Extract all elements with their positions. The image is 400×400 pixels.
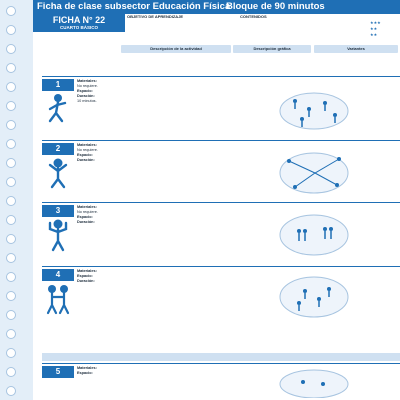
binder-hole-icon xyxy=(6,63,16,73)
activity-illustration-icon xyxy=(275,269,353,321)
materials-label: Materiales: xyxy=(77,269,97,273)
column-header-graph: Descripción gráfica xyxy=(233,45,311,53)
materials-value: No requiere. xyxy=(77,210,98,214)
break-row xyxy=(42,353,400,361)
activity-illustration-icon xyxy=(275,205,353,261)
binder-hole-icon xyxy=(6,82,16,92)
binder-hole-icon xyxy=(6,120,16,130)
duration-value: 10 minutos. xyxy=(77,99,97,103)
binder-hole-icon xyxy=(6,44,16,54)
binder-hole-icon xyxy=(6,329,16,339)
partner-pair-icon xyxy=(42,281,74,317)
materials-block xyxy=(77,366,119,376)
star-rating: ★★★ xyxy=(370,20,381,25)
activity-number: 5 xyxy=(42,366,74,378)
contents-block xyxy=(240,14,368,20)
activity-row xyxy=(42,202,400,265)
column-header-description: Descripción de la actividad xyxy=(121,45,231,53)
activity-illustration-icon xyxy=(275,79,353,135)
ficha-box xyxy=(33,14,125,32)
activity-row xyxy=(42,266,400,325)
binder-hole-icon xyxy=(6,196,16,206)
activity-description xyxy=(121,269,273,271)
binder-holes xyxy=(6,6,16,400)
duration-label: Duración: xyxy=(77,158,95,162)
activity-number: 1 xyxy=(42,79,74,91)
activity-variants xyxy=(356,79,400,84)
binder-hole-icon xyxy=(6,234,16,244)
ficha-number: FICHA N° 22 xyxy=(52,15,106,25)
activity-variants xyxy=(356,366,400,371)
duration-label: Duración: xyxy=(77,279,95,283)
activity-row xyxy=(42,363,400,400)
activity-description xyxy=(121,79,273,81)
binder-hole-icon xyxy=(6,215,16,225)
rating-stars xyxy=(370,20,398,38)
materials-block xyxy=(77,143,119,163)
activity-description xyxy=(121,366,273,368)
space-label: Espacio: xyxy=(77,371,93,375)
activity-variants xyxy=(356,205,400,210)
objective-label: OBJETIVO DE APRENDIZAJE xyxy=(127,14,184,19)
activity-number: 2 xyxy=(42,143,74,155)
binder-hole-icon xyxy=(6,177,16,187)
binder-hole-icon xyxy=(6,158,16,168)
activity-description xyxy=(121,205,273,207)
star-rating: ★★ xyxy=(370,32,378,37)
space-label: Espacio: xyxy=(77,274,93,278)
binder-hole-icon xyxy=(6,348,16,358)
strong-child-icon xyxy=(42,217,74,253)
activity-number: 4 xyxy=(42,269,74,281)
materials-label: Materiales: xyxy=(77,143,97,147)
materials-value: No requiere. xyxy=(77,148,98,152)
activity-illustration-icon xyxy=(275,143,353,199)
materials-block xyxy=(77,205,119,225)
binder-hole-icon xyxy=(6,291,16,301)
space-label: Espacio: xyxy=(77,89,93,93)
binder-sidebar xyxy=(0,0,33,400)
activity-row xyxy=(42,76,400,139)
contents-label: CONTENIDOS xyxy=(240,14,267,19)
binder-hole-icon xyxy=(6,386,16,396)
duration-label: Duración: xyxy=(77,94,95,98)
binder-hole-icon xyxy=(6,272,16,282)
duration-label: Duración: xyxy=(77,220,95,224)
materials-label: Materiales: xyxy=(77,205,97,209)
materials-value: No requiere. xyxy=(77,84,98,88)
binder-hole-icon xyxy=(6,139,16,149)
activity-description xyxy=(121,143,273,145)
materials-label: Materiales: xyxy=(77,79,97,83)
activity-variants xyxy=(356,143,400,148)
materials-block xyxy=(77,269,119,284)
jumping-child-icon xyxy=(42,155,74,191)
binder-hole-icon xyxy=(6,310,16,320)
column-header-variants: Variantes xyxy=(314,45,398,53)
space-label: Espacio: xyxy=(77,153,93,157)
binder-hole-icon xyxy=(6,25,16,35)
star-rating: ★★ xyxy=(370,26,378,31)
running-child-icon xyxy=(42,91,74,127)
activity-illustration-icon xyxy=(275,366,353,398)
activity-variants xyxy=(356,269,400,274)
objective-block xyxy=(127,14,224,40)
binder-hole-icon xyxy=(6,253,16,263)
activity-row xyxy=(42,140,400,201)
course-label: CUARTO BÁSICO xyxy=(60,25,98,30)
materials-block xyxy=(77,79,119,104)
binder-hole-icon xyxy=(6,6,16,16)
duration-title: Bloque de 90 minutos xyxy=(226,1,325,12)
binder-hole-icon xyxy=(6,367,16,377)
materials-label: Materiales: xyxy=(77,366,97,370)
binder-hole-icon xyxy=(6,101,16,111)
activity-number: 3 xyxy=(42,205,74,217)
page-title: Ficha de clase subsector Educación Física xyxy=(37,1,231,12)
space-label: Espacio: xyxy=(77,215,93,219)
